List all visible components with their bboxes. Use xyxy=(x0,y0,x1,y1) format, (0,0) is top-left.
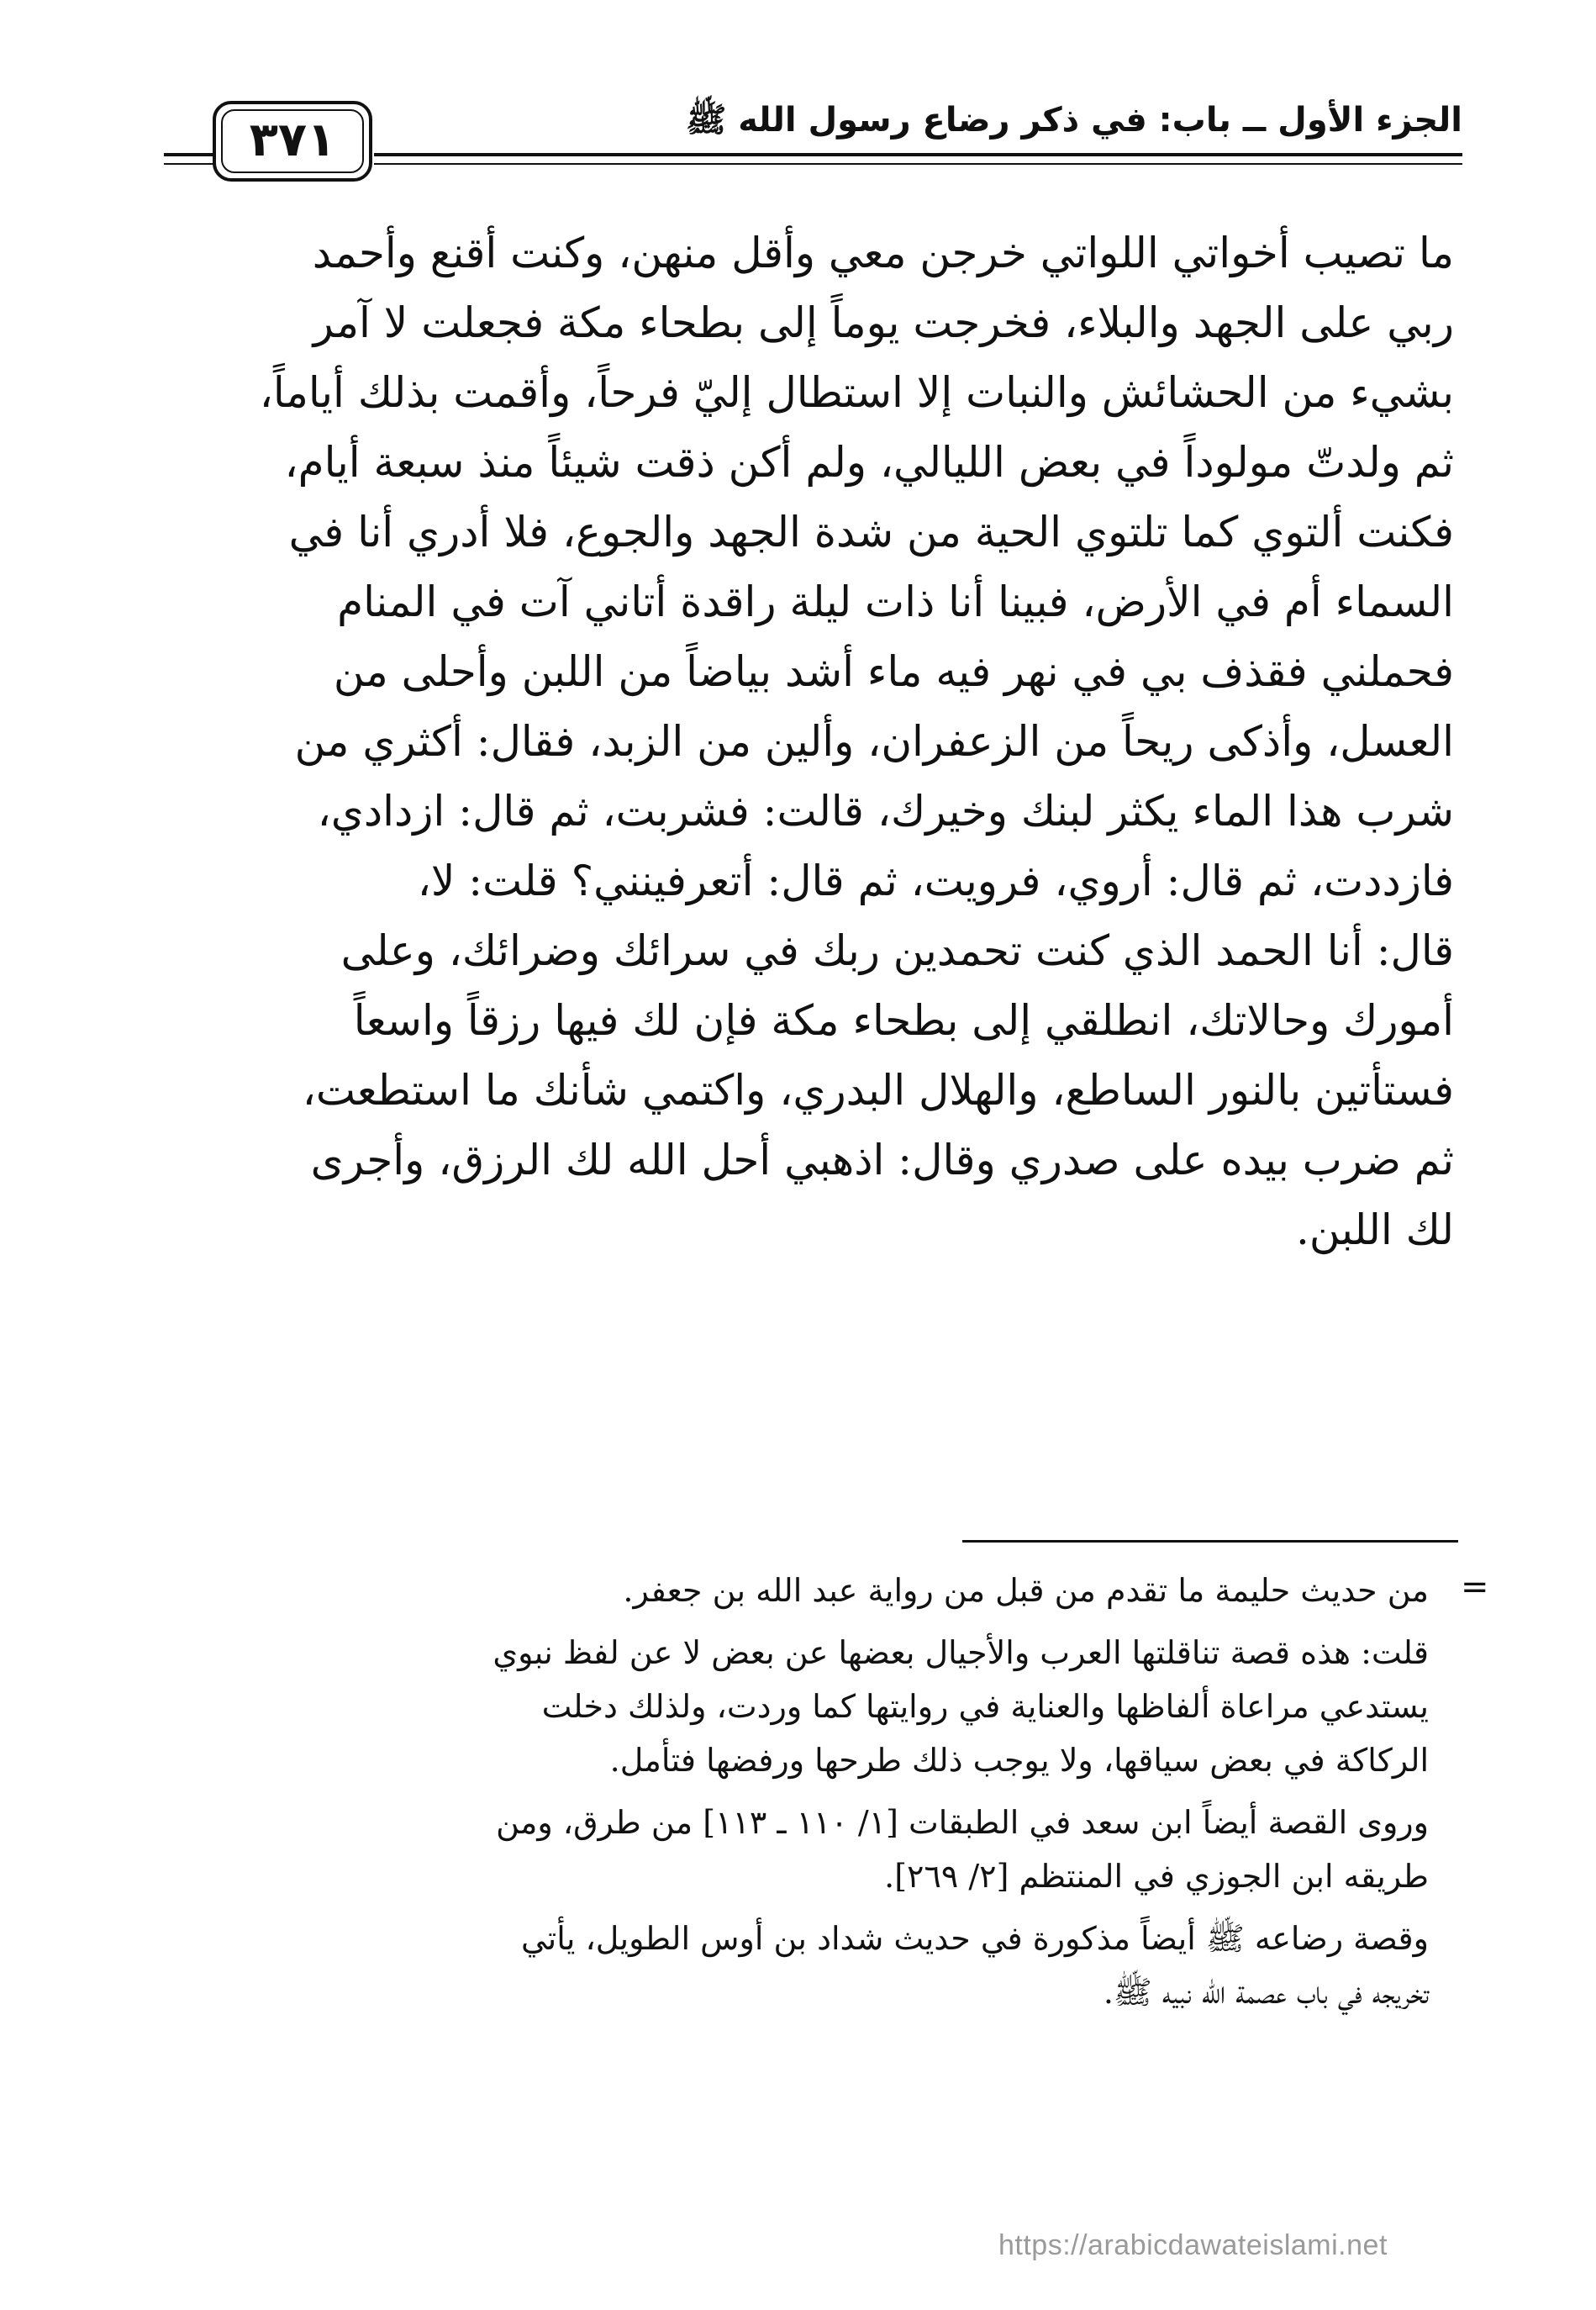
footnote-continuation-marker: = xyxy=(1461,1568,1489,1606)
footnote-paragraph xyxy=(168,1564,1429,1617)
header-rule-left-thin xyxy=(164,163,214,165)
header-rule xyxy=(374,153,1462,156)
text-line: فحملني فقذف بي في نهر فيه ماء أشد بياضاً من اللبن وأحلى من xyxy=(333,647,1454,696)
text-line: أمورك وحالاتك، انطلقي إلى بطحاء مكة فإن لك فيها رزقاً واسعاً xyxy=(353,996,1454,1045)
footnote-line: وروى القصة أيضاً ابن سعد في الطبقات [١/ ١١٠ ـ ١١٣] من طرق، ومن xyxy=(496,1804,1429,1841)
page-header xyxy=(164,84,1462,193)
text-line: قال: أنا الحمد الذي كنت تحمدين ربك في سرائك وضرائك، وعلى xyxy=(340,926,1454,975)
text-line: ربي على الجهد والبلاء، فخرجت يوماً إلى بطحاء مكة فجعلت لا آمر xyxy=(313,298,1454,347)
footnote-line: يستدعي مراعاة ألفاظها والعناية في روايتها كما وردت، ولذلك دخلت xyxy=(541,1688,1429,1725)
text-line: بشيء من الحشائش والنبات إلا استطال إليّ فرحاً، وأقمت بذلك أياماً، xyxy=(259,368,1454,417)
text-line: السماء أم في الأرض، فبينا أنا ذات ليلة راقدة أتاني آت في المنام xyxy=(337,578,1454,626)
footnote-paragraph xyxy=(168,1912,1429,2019)
text-line: لك اللبن. xyxy=(1296,1205,1454,1254)
text-line: ثم ولدتّ مولوداً في بعض الليالي، ولم أكن ذقت شيئاً منذ سبعة أيام، xyxy=(284,438,1454,487)
footnotes-block xyxy=(168,1564,1429,2028)
footnote-separator xyxy=(962,1540,1458,1543)
footnote-line: الركاكة في بعض سياقها، ولا يوجب ذلك طرحها ورفضها فتأمل. xyxy=(609,1742,1429,1779)
header-rule-left xyxy=(164,153,214,156)
main-text-block xyxy=(168,219,1454,1265)
footnote-line: من حديث حليمة ما تقدم من قبل من رواية عبد الله بن جعفر. xyxy=(623,1572,1429,1609)
text-line: ما تصيب أخواتي اللواتي خرجن معي وأقل منهن، وكنت أقنع وأحمد xyxy=(312,229,1454,277)
running-header-title: الجزء الأول ــ باب: في ذكر رضاع رسول الله ﷺ xyxy=(685,101,1462,140)
text-line: فستأتين بالنور الساطع، والهلال البدري، واكتمي شأنك ما استطعت، xyxy=(302,1066,1454,1115)
footnote-paragraph xyxy=(168,1626,1429,1787)
text-line: ثم ضرب بيده على صدري وقال: اذهبي أحل الله لك الرزق، وأجرى xyxy=(310,1136,1454,1184)
header-rule-thin xyxy=(374,163,1462,165)
footnote-paragraph xyxy=(168,1796,1429,1903)
text-line: فازددت، ثم قال: أروي، فرويت، ثم قال: أتعرفينني؟ قلت: لا، xyxy=(417,857,1454,905)
footnote-line: قلت: هذه قصة تناقلتها العرب والأجيال بعضها عن بعض لا عن لفظ نبوي xyxy=(492,1634,1429,1671)
footnote-line: وقصة رضاعه ﷺ أيضاً مذكورة في حديث شداد بن أوس الطويل، يأتي xyxy=(521,1920,1429,1957)
footnote-line: طريقه ابن الجوزي في المنتظم [٢/ ٢٦٩]. xyxy=(884,1858,1429,1895)
text-line: فكنت ألتوي كما تلتوي الحية من شدة الجهد والجوع، فلا أدري أنا في xyxy=(288,508,1454,556)
page-number-frame xyxy=(213,101,372,182)
text-line: شرب هذا الماء يكثر لبنك وخيرك، قالت: فشربت، ثم قال: ازدادي، xyxy=(317,787,1454,836)
footnote-line: تخريجه في باب عصمة الله نبيه ﷺ. xyxy=(1103,1974,1429,2011)
source-watermark: https://arabicdawateislami.net xyxy=(998,2229,1388,2261)
page-number: ٣٧١ xyxy=(249,113,336,167)
text-line: العسل، وأذكى ريحاً من الزعفران، وألين من الزبد، فقال: أكثري من xyxy=(294,717,1454,766)
